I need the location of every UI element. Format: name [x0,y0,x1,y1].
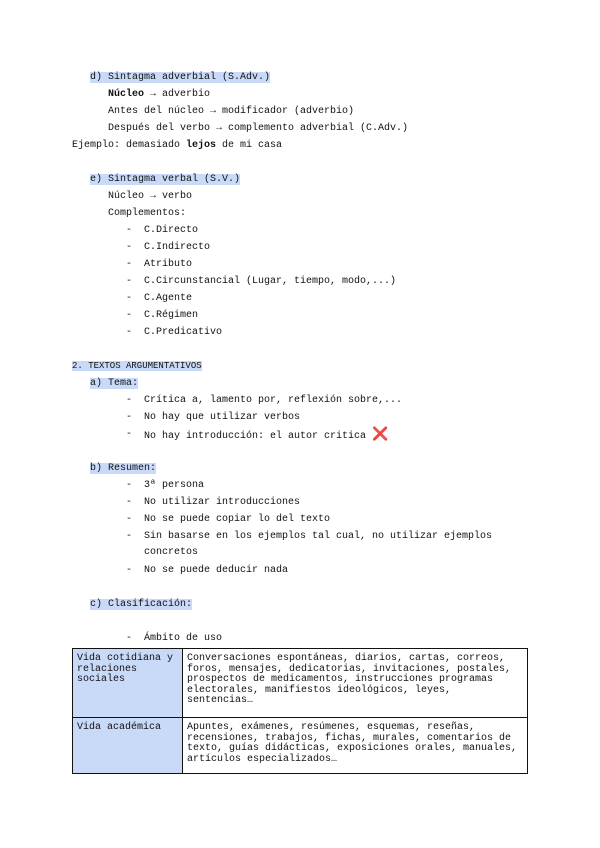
list-item: - [126,225,133,236]
section-d-example: Ejemplo: demasiado lejos de mi casa [72,140,283,151]
list-item: - [126,242,133,253]
list-item-text: C.Circunstancial (Lugar, tiempo, modo,...) [144,276,397,287]
section-e-line1: Núcleo → verbo [108,191,193,202]
section-2-heading: 2. TEXTOS ARGUMENTATIVOS [72,361,202,371]
list-item: - [126,514,133,525]
section-e-line2: Complementos: [108,208,187,219]
list-item-text: C.Agente [144,293,193,304]
section-d-nucleo: Núcleo → adverbio [108,89,211,100]
list-item: - [126,565,133,576]
cross-mark-icon: ❌ [372,427,389,442]
table-cell-content: Conversaciones espontáneas, diarios, cartas, correos, foros, mensajes, dedicatorias, invitaciones, postales, prospectos de medicamentos, instrucciones programas electorales, manifiestos ideológicos, leyes, sentencias… [183,649,528,718]
section-a-heading: a) Tema: [90,378,139,389]
list-item: - [126,497,133,508]
list-item: - [126,480,133,491]
section-b-heading: b) Resumen: [90,463,157,474]
list-item: - [126,293,133,304]
list-item: - [126,259,133,270]
table-row [73,649,528,718]
list-item-text: C.Régimen [144,310,199,321]
list-item-text: No se puede deducir nada [144,565,289,576]
section-d-heading: d) Sintagma adverbial (S.Adv.) [90,72,271,83]
list-item-text: No hay introducción: el autor critica ❌ [144,427,389,442]
list-item-text: C.Indirecto [144,242,211,253]
list-item: - [126,429,133,440]
table-cell-label: Vida académica [73,718,183,774]
list-item-text: No se puede copiar lo del texto [144,514,331,525]
list-item: - [126,276,133,287]
list-item-text: Crítica a, lamento por, reflexión sobre,... [144,395,403,406]
list-item: - [126,327,133,338]
list-item-text: Ámbito de uso [144,633,223,644]
list-item: - [126,633,133,644]
list-item-text: C.Directo [144,225,199,236]
list-item: - [126,531,133,542]
list-item-text: 3ª persona [144,480,205,491]
list-item: - [126,395,133,406]
section-d-line3: Después del verbo → complemento adverbial (C.Adv.) [108,123,409,134]
list-item-text: C.Predicativo [144,327,223,338]
list-item-text: No hay que utilizar verbos [144,412,301,423]
list-item: - [126,310,133,321]
list-item-text: Atributo [144,259,193,270]
section-d-line2: Antes del núcleo → modificador (adverbio) [108,106,355,117]
section-c-heading: c) Clasificación: [90,599,193,610]
list-item: - [126,412,133,423]
table-cell-label: Vida cotidiana y relaciones sociales [73,649,183,718]
list-item-text-continuation: concretos [144,547,199,558]
list-item-text: Sin basarse en los ejemplos tal cual, no utilizar ejemplos [144,531,493,542]
ambito-table [72,648,528,774]
section-e-heading: e) Sintagma verbal (S.V.) [90,174,241,185]
table-cell-content: Apuntes, exámenes, resúmenes, esquemas, reseñas, recensiones, trabajos, fichas, murales, comentarios de texto, guías didácticas, exposiciones orales, manuales, artículos especializados… [183,718,528,774]
list-item-text: No utilizar introducciones [144,497,301,508]
table-row [73,718,528,774]
